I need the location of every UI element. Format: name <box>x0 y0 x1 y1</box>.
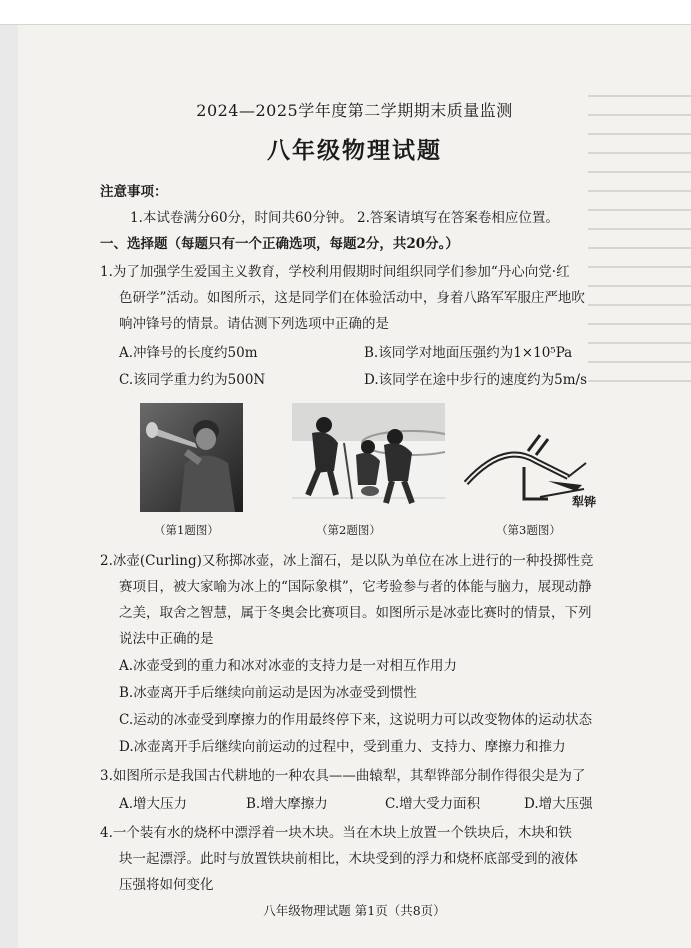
q2-line-4: 说法中正确的是 <box>119 631 214 647</box>
q2-line-1: 2.冰壶(Curling)又称掷冰壶，冰上溜石，是以队为单位在冰上进行的一种投掷性竞 <box>100 553 594 569</box>
exam-title: 2024—2025学年度第二学期期末质量监测 <box>196 101 513 120</box>
figure-1-caption: （第1题图） <box>154 523 219 537</box>
figure-2-curling-photo <box>292 403 445 512</box>
subject-title: 八年级物理试题 <box>267 137 442 164</box>
q2-line-3: 之美，取舍之智慧，属于冬奥会比赛项目。如图所示是冰壶比赛时的情景，下列 <box>119 605 592 621</box>
exam-page <box>18 25 691 948</box>
figure-1-bugler-photo <box>140 403 243 512</box>
q3-option-c: C.增大受力面积 <box>385 796 481 812</box>
q1-option-d: D.该同学在途中步行的速度约为5m/s <box>364 372 588 388</box>
q4-line-1: 4.一个装有水的烧杯中漂浮着一块木块。当在木块上放置一个铁块后，木块和铁 <box>100 825 572 841</box>
q2-option-a: A.冰壶受到的重力和冰对冰壶的支持力是一对相互作用力 <box>119 658 458 674</box>
q2-option-d: D.冰壶离开手后继续向前运动的过程中，受到重力、支持力、摩擦力和推力 <box>119 739 566 755</box>
figure-3-caption: （第3题图） <box>496 523 561 537</box>
q1-option-a: A.冲锋号的长度约50m <box>119 345 258 361</box>
q1-line-2: 色研学”活动。如图所示，这是同学们在体验活动中，身着八路军军服庄严地吹 <box>119 290 585 306</box>
q3-line-1: 3.如图所示是我国古代耕地的一种农具——曲辕犁，其犁铧部分制作得很尖是为了 <box>100 768 586 784</box>
q2-option-c: C.运动的冰壶受到摩擦力的作用最终停下来，这说明力可以改变物体的运动状态 <box>119 712 593 728</box>
figure-2-caption: （第2题图） <box>316 523 381 537</box>
q1-line-1: 1.为了加强学生爱国主义教育，学校利用假期时间组织同学们参加“丹心向党·红 <box>100 264 570 280</box>
q1-option-b: B.该同学对地面压强约为1×10⁵Pa <box>364 345 573 361</box>
q2-line-2: 赛项目，被大家喻为冰上的“国际象棋”，它考验参与者的体能与脑力，展现动静 <box>119 579 592 595</box>
plow-label: 犁铧 <box>572 495 597 509</box>
page-footer: 八年级物理试题 第1页（共8页） <box>263 903 446 918</box>
q1-option-c: C.该同学重力约为500N <box>119 372 266 388</box>
notice-heading: 注意事项： <box>100 184 168 200</box>
q2-option-b: B.冰壶离开手后继续向前运动是因为冰壶受到惯性 <box>119 685 417 701</box>
q1-line-3: 响冲锋号的情景。请估测下列选项中正确的是 <box>119 316 389 332</box>
q3-option-b: B.增大摩擦力 <box>246 796 328 812</box>
notice-text: 1.本试卷满分60分，时间共60分钟。 2.答案请填写在答案卷相应位置。 <box>130 210 559 226</box>
q4-line-2: 块一起漂浮。此时与放置铁块前相比，木块受到的浮力和烧杯底部受到的液体 <box>119 851 578 867</box>
q4-line-3: 压强将如何变化 <box>119 877 214 893</box>
q3-option-d: D.增大压强 <box>524 796 593 812</box>
section-heading: 一、选择题（每题只有一个正确选项，每题2分，共20分。） <box>100 236 459 252</box>
viewer-top-bar <box>0 0 691 25</box>
q3-option-a: A.增大压力 <box>119 796 188 812</box>
